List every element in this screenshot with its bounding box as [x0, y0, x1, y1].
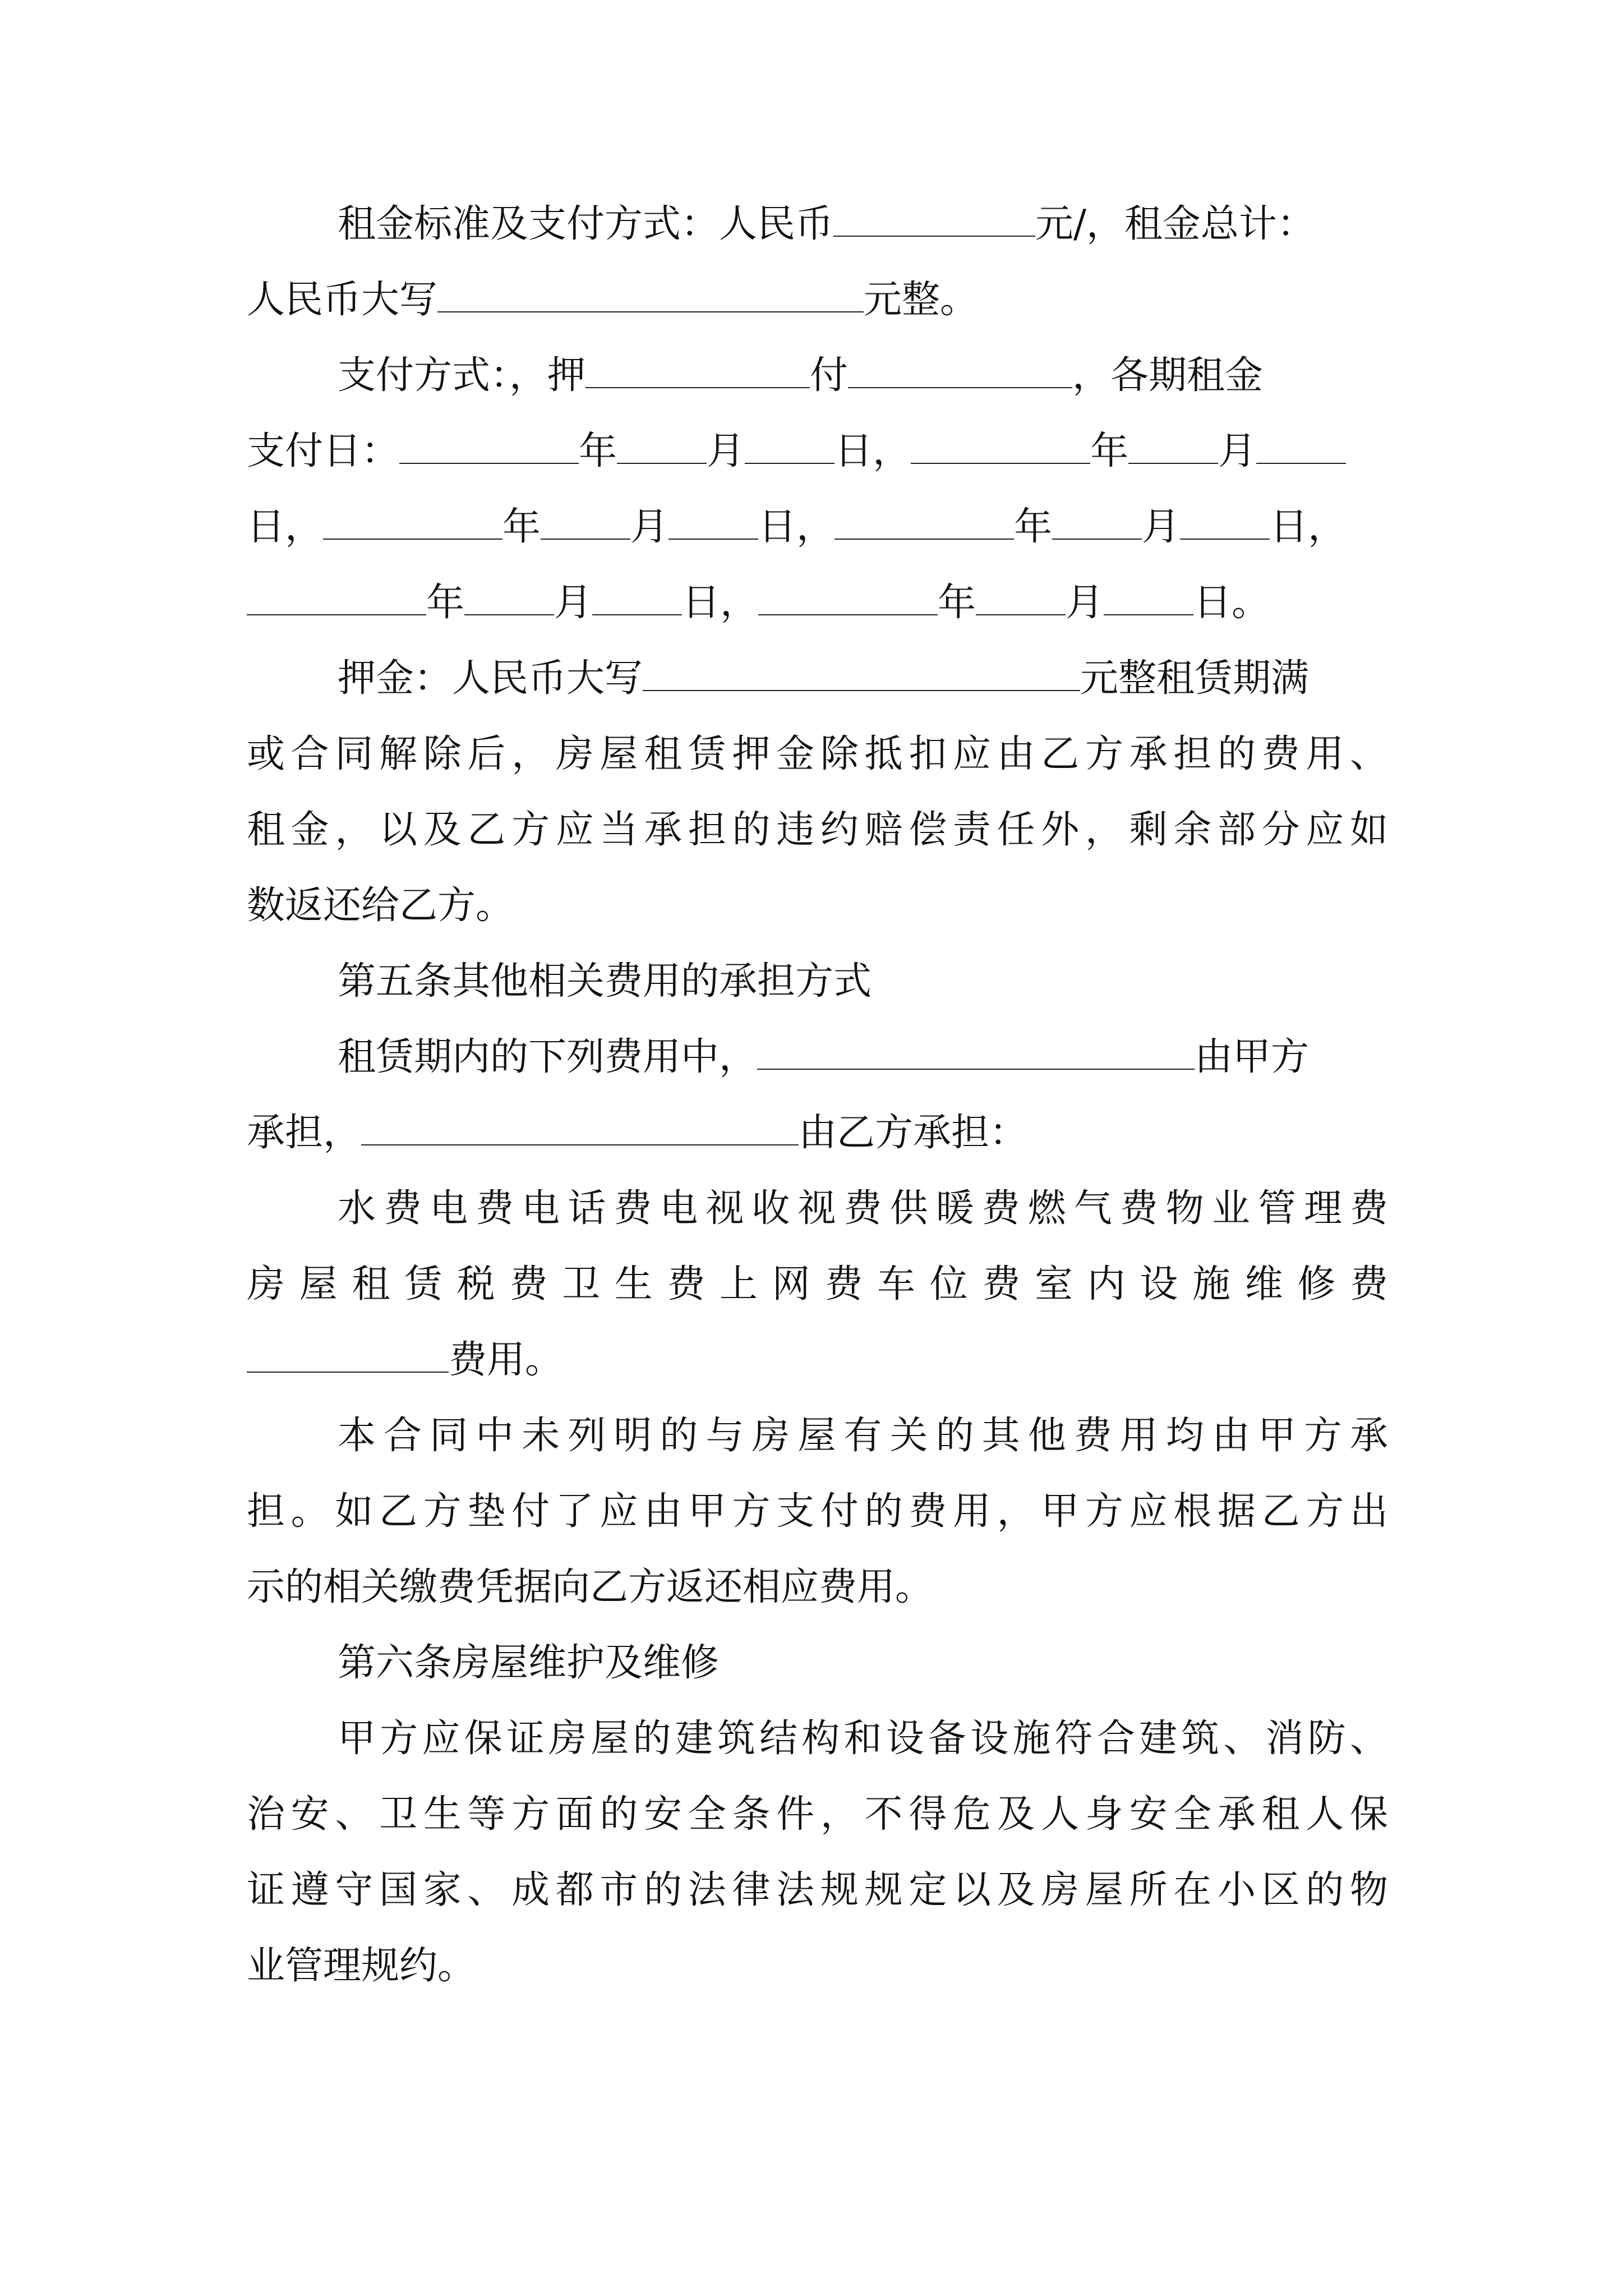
- text-segment: 月: [1066, 581, 1104, 625]
- paragraph-line: 业管理规约。: [247, 1944, 476, 1988]
- text-segment: 日。: [1193, 581, 1270, 625]
- fees-line: [338, 1032, 1309, 1083]
- fill-in-blank[interactable]: [834, 504, 1014, 540]
- fill-in-blank[interactable]: [668, 504, 758, 540]
- fill-in-blank[interactable]: [464, 579, 554, 615]
- text-segment: 日，: [1270, 505, 1347, 549]
- payment-dates-line: [247, 502, 1346, 553]
- fee-list-line: 水费电费电话费电视收视费供暖费燃气费物业管理费: [338, 1186, 1388, 1231]
- text-segment: 支付方式：，押: [338, 353, 586, 398]
- text-segment: 人民币大写: [247, 278, 438, 322]
- text-segment: 年: [426, 581, 465, 625]
- paragraph-line: 租金，以及乙方应当承担的违约赔偿责任外，剩余部分应如: [247, 808, 1388, 852]
- text-segment: 日，: [682, 581, 759, 625]
- fill-in-blank[interactable]: [976, 579, 1066, 615]
- fill-in-blank[interactable]: [592, 579, 682, 615]
- fill-in-blank[interactable]: [247, 579, 426, 615]
- fill-in-blank[interactable]: [1052, 504, 1142, 540]
- text-segment: 日，: [247, 505, 324, 549]
- text-segment: ，各期租金: [1072, 353, 1264, 398]
- fill-in-blank[interactable]: [758, 579, 938, 615]
- rent-total-line: [247, 275, 978, 325]
- paragraph-line: 甲方应保证房屋的建筑结构和设备设施符合建筑、消防、: [338, 1717, 1388, 1761]
- text-segment: 月: [554, 581, 593, 625]
- paragraph-line: 示的相关缴费凭据向乙方返还相应费用。: [247, 1565, 934, 1609]
- rent-standard-line: [338, 199, 1315, 250]
- text-segment: 押金：人民币大写: [338, 656, 643, 701]
- fill-in-blank[interactable]: [323, 504, 502, 540]
- fill-in-blank[interactable]: [247, 1337, 449, 1373]
- paragraph-line: 本合同中未列明的与房屋有关的其他费用均由甲方承: [338, 1414, 1388, 1458]
- fill-in-blank[interactable]: [833, 201, 1035, 237]
- payment-method-line: [338, 351, 1263, 401]
- text-segment: 元/，租金总计：: [1035, 202, 1315, 246]
- fill-in-blank[interactable]: [617, 428, 707, 464]
- text-segment: 年: [1090, 429, 1129, 473]
- fill-in-blank[interactable]: [437, 277, 864, 312]
- fee-list-line: 房屋租赁税费卫生费上网费车位费室内设施维修费: [247, 1262, 1388, 1306]
- text-segment: 日，: [834, 429, 911, 473]
- text-segment: 月: [630, 505, 669, 549]
- fill-in-blank[interactable]: [585, 352, 810, 388]
- text-segment: 月: [1142, 505, 1181, 549]
- paragraph-line: 担。如乙方垫付了应由甲方支付的费用，甲方应根据乙方出: [247, 1489, 1388, 1534]
- fill-in-blank[interactable]: [541, 504, 630, 540]
- fill-in-blank[interactable]: [1104, 579, 1193, 615]
- fill-in-blank[interactable]: [1180, 504, 1270, 540]
- text-segment: 付: [810, 353, 849, 398]
- text-segment: 年: [1014, 505, 1053, 549]
- text-segment: 由甲方: [1195, 1035, 1310, 1079]
- text-segment: 日，: [758, 505, 835, 549]
- text-segment: 年: [579, 429, 617, 473]
- paragraph-line: 治安、卫生等方面的安全条件，不得危及人身安全承租人保: [247, 1792, 1388, 1837]
- paragraph-line: 或合同解除后，房屋租赁押金除抵扣应由乙方承担的费用、: [247, 732, 1388, 776]
- text-segment: 租金标准及支付方式：人民币: [338, 202, 834, 246]
- text-segment: 由乙方承担：: [799, 1111, 1028, 1155]
- text-segment: 年: [502, 505, 541, 549]
- payment-dates-line: [247, 426, 1346, 477]
- fees-line: [247, 1108, 1027, 1158]
- payment-dates-line: [247, 578, 1270, 628]
- fill-in-blank[interactable]: [911, 428, 1090, 464]
- fees-line: [247, 1335, 563, 1386]
- section-heading: 第六条房屋维护及维修: [338, 1641, 720, 1685]
- deposit-line: [338, 654, 1309, 704]
- fill-in-blank[interactable]: [848, 352, 1072, 388]
- text-segment: 月: [707, 429, 745, 473]
- text-segment: 租赁期内的下列费用中，: [338, 1035, 758, 1079]
- text-segment: 支付日：: [247, 429, 400, 473]
- text-segment: 元整租赁期满: [1080, 656, 1310, 701]
- text-segment: 元整。: [864, 278, 979, 322]
- fill-in-blank[interactable]: [399, 428, 579, 464]
- paragraph-line: 证遵守国家、成都市的法律法规规定以及房屋所在小区的物: [247, 1868, 1388, 1912]
- fill-in-blank[interactable]: [745, 428, 834, 464]
- paragraph-line: 数返还给乙方。: [247, 884, 514, 928]
- fill-in-blank[interactable]: [1256, 428, 1346, 464]
- text-segment: 承担，: [247, 1111, 362, 1155]
- section-heading: 第五条其他相关费用的承担方式: [338, 959, 872, 1004]
- fill-in-blank[interactable]: [643, 655, 1080, 691]
- text-segment: 月: [1218, 429, 1257, 473]
- fill-in-blank[interactable]: [757, 1034, 1195, 1070]
- fill-in-blank[interactable]: [1128, 428, 1218, 464]
- fill-in-blank[interactable]: [361, 1110, 799, 1145]
- text-segment: 年: [938, 581, 976, 625]
- text-segment: 费用。: [449, 1338, 564, 1382]
